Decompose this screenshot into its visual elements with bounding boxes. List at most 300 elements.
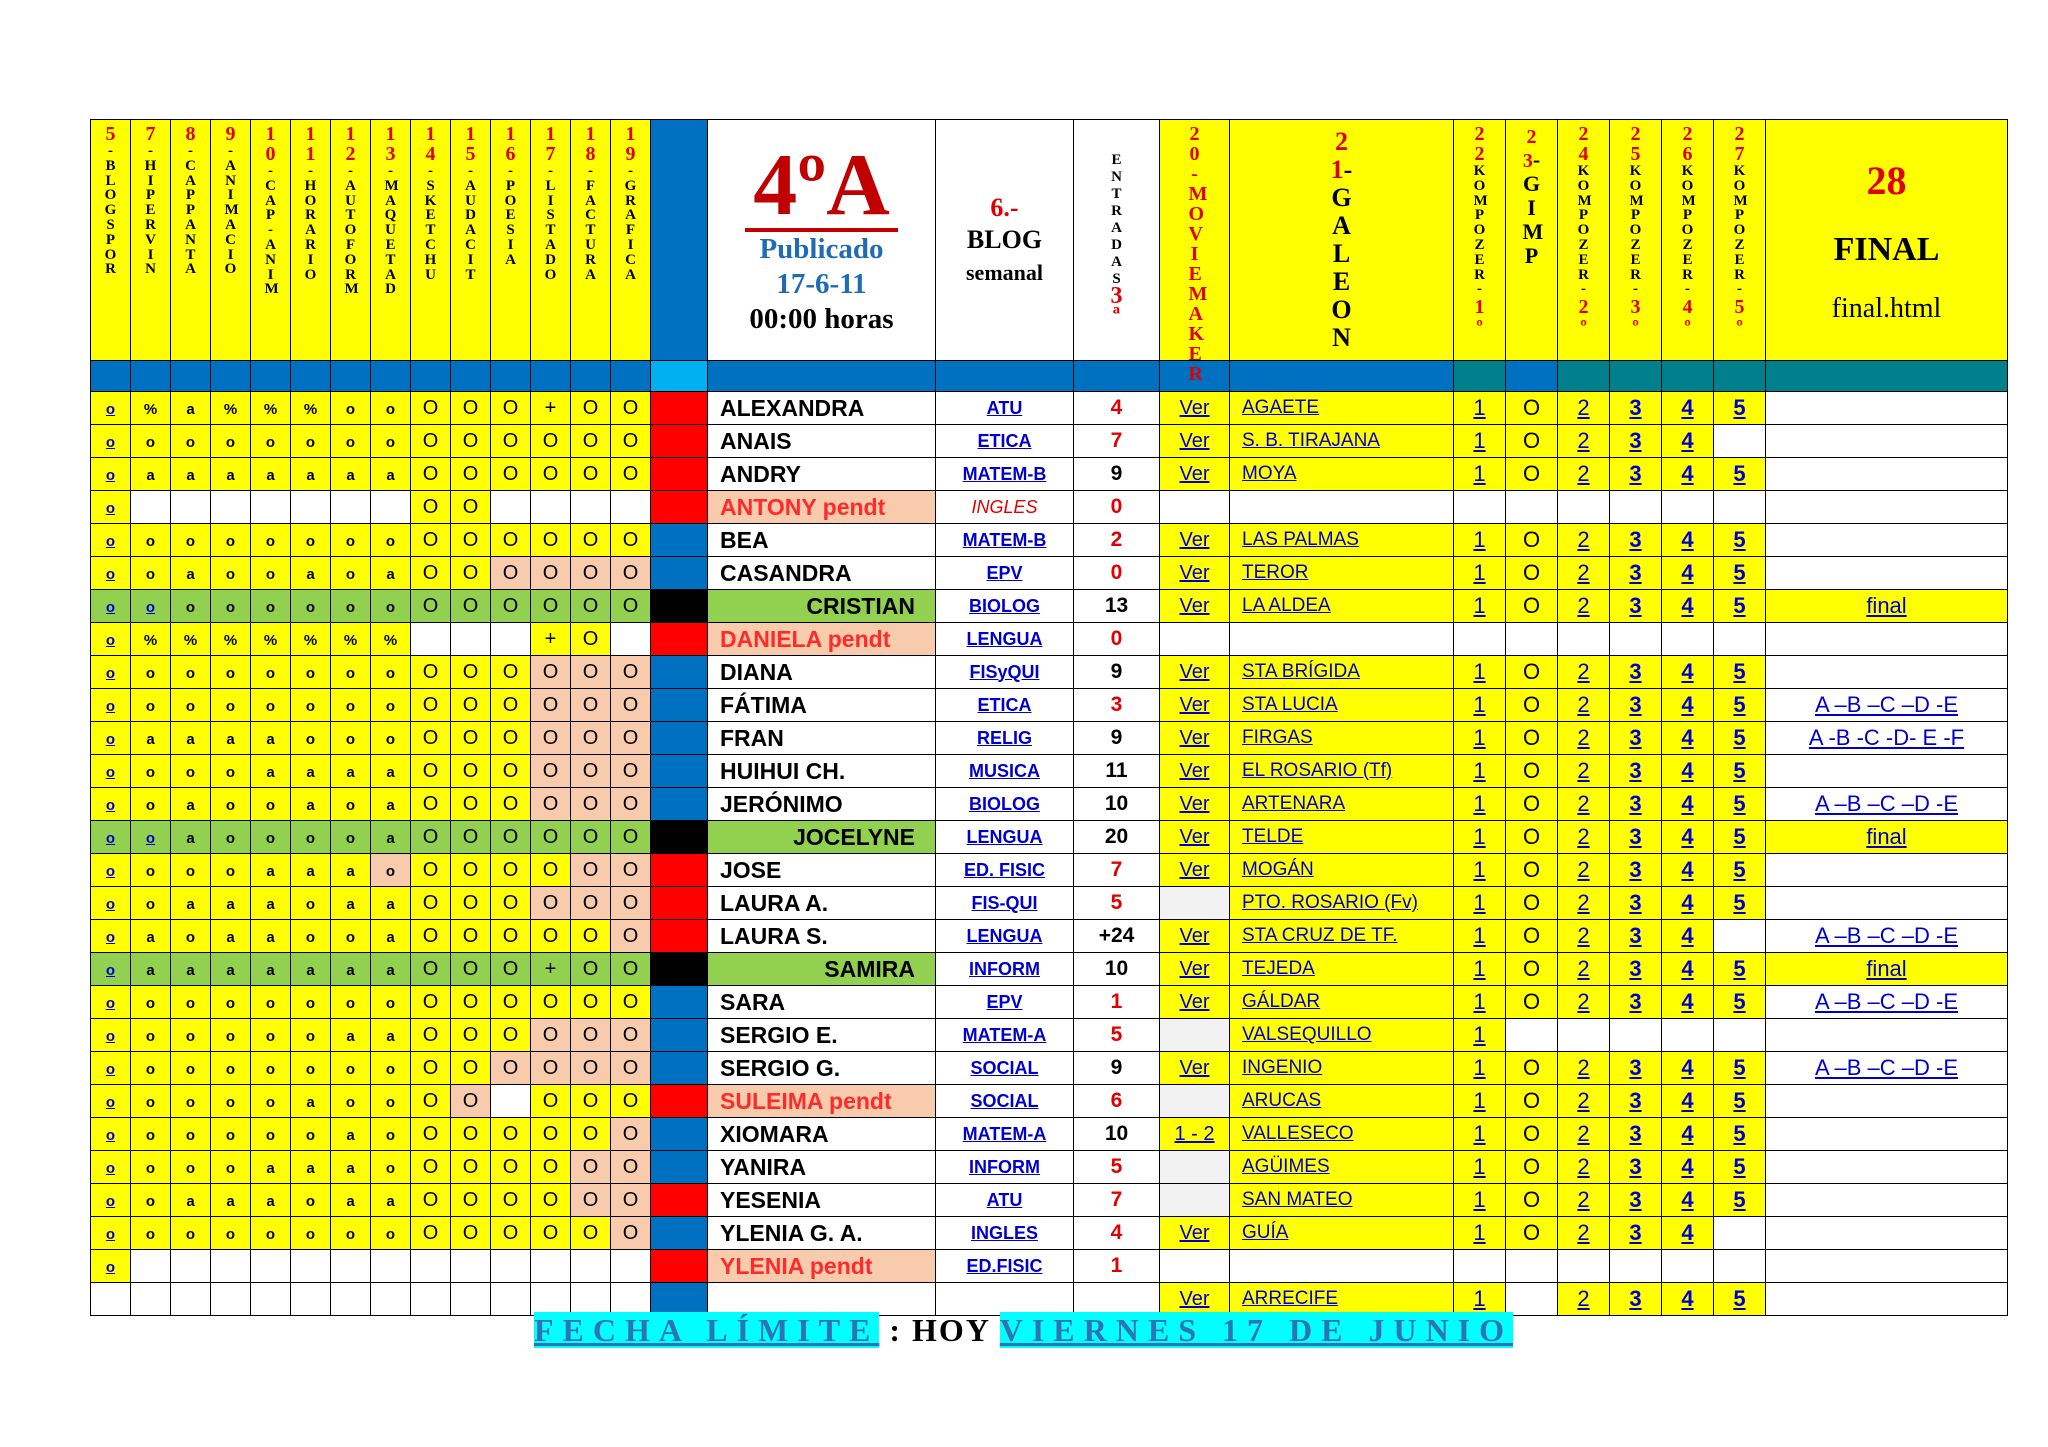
kompozer-link[interactable] — [1662, 755, 1714, 788]
kompozer-link[interactable] — [1714, 656, 1766, 689]
galeon-link-text[interactable]: TELDE — [1242, 826, 1304, 847]
kompozer-link[interactable] — [1610, 689, 1662, 722]
moviemaker-link[interactable] — [1160, 557, 1230, 590]
final-link[interactable] — [1766, 689, 2008, 722]
kompozer-link[interactable] — [1714, 887, 1766, 920]
kompozer-link-text[interactable]: 2 — [1577, 593, 1590, 618]
galeon-link-text[interactable]: LAS PALMAS — [1242, 529, 1359, 550]
kompozer-link-text[interactable]: 5 — [1733, 692, 1746, 717]
kompozer-link[interactable] — [1558, 821, 1610, 854]
kompozer-link-text[interactable]: 2 — [1577, 527, 1590, 552]
subject-link[interactable] — [936, 1151, 1074, 1184]
kompozer-link-text[interactable]: 5 — [1733, 956, 1746, 981]
kompozer-link[interactable] — [1610, 1085, 1662, 1118]
subject-text[interactable]: SOCIAL — [970, 1090, 1039, 1111]
kompozer-link-text[interactable]: 2 — [1577, 791, 1590, 816]
subject-link[interactable] — [936, 1118, 1074, 1151]
mark-value[interactable]: o — [105, 565, 116, 583]
kompozer-link-text[interactable]: 1 — [1473, 1022, 1486, 1047]
kompozer-link-text[interactable]: 5 — [1733, 791, 1746, 816]
kompozer-link[interactable] — [1714, 821, 1766, 854]
kompozer-link-text[interactable]: 2 — [1577, 395, 1590, 420]
mark-value[interactable]: o — [105, 994, 116, 1012]
kompozer-link[interactable] — [1662, 1283, 1714, 1316]
galeon-link[interactable] — [1230, 1052, 1454, 1085]
kompozer-link-text[interactable]: 3 — [1629, 1220, 1642, 1245]
kompozer-link-text[interactable]: 3 — [1629, 593, 1642, 618]
kompozer-link-text[interactable]: 3 — [1629, 659, 1642, 684]
kompozer-link[interactable] — [1610, 1052, 1662, 1085]
mark-value[interactable]: o — [105, 1126, 116, 1144]
kompozer-link-text[interactable]: 1 — [1473, 725, 1486, 750]
moviemaker-link[interactable] — [1160, 458, 1230, 491]
kompozer-link[interactable] — [1662, 821, 1714, 854]
kompozer-link[interactable] — [1610, 1151, 1662, 1184]
subject-link[interactable] — [936, 1019, 1074, 1052]
kompozer-link-text[interactable]: 3 — [1629, 857, 1642, 882]
kompozer-link-text[interactable]: 4 — [1681, 395, 1694, 420]
kompozer-link-text[interactable]: 4 — [1681, 593, 1694, 618]
subject-text[interactable]: INGLES — [970, 1222, 1038, 1243]
kompozer-link-text[interactable]: 1 — [1473, 1055, 1486, 1080]
mark-value[interactable]: o — [105, 1093, 116, 1111]
mark-value[interactable]: o — [105, 796, 116, 814]
galeon-link-text[interactable]: STA LUCIA — [1242, 694, 1338, 715]
kompozer-link-text[interactable]: 2 — [1577, 428, 1590, 453]
mark-value[interactable]: o — [105, 1192, 116, 1210]
mark-value[interactable]: o — [105, 598, 116, 616]
kompozer-link-text[interactable]: 1 — [1473, 1286, 1486, 1311]
galeon-link-text[interactable]: FIRGAS — [1242, 727, 1313, 748]
subject-text[interactable]: LENGUA — [966, 628, 1043, 649]
kompozer-link[interactable] — [1558, 458, 1610, 491]
moviemaker-link[interactable] — [1160, 656, 1230, 689]
kompozer-link[interactable] — [1610, 920, 1662, 953]
subject-link[interactable] — [936, 623, 1074, 656]
galeon-link-text[interactable]: MOYA — [1242, 463, 1297, 484]
subject-link[interactable] — [936, 887, 1074, 920]
kompozer-link[interactable] — [1558, 1118, 1610, 1151]
kompozer-link-text[interactable]: 3 — [1629, 692, 1642, 717]
moviemaker-link[interactable] — [1160, 788, 1230, 821]
kompozer-link[interactable] — [1454, 1151, 1506, 1184]
kompozer-link-text[interactable]: 2 — [1577, 1286, 1590, 1311]
galeon-link[interactable] — [1230, 590, 1454, 623]
kompozer-link[interactable] — [1558, 1184, 1610, 1217]
moviemaker-link[interactable] — [1160, 524, 1230, 557]
moviemaker-link-text[interactable]: Ver — [1179, 1221, 1210, 1244]
kompozer-link[interactable] — [1610, 656, 1662, 689]
kompozer-link-text[interactable]: 3 — [1629, 1187, 1642, 1212]
subject-text[interactable]: ETICA — [977, 430, 1032, 451]
kompozer-link-text[interactable]: 4 — [1681, 1187, 1694, 1212]
subject-link[interactable] — [936, 854, 1074, 887]
galeon-link[interactable] — [1230, 524, 1454, 557]
kompozer-link-text[interactable]: 4 — [1681, 857, 1694, 882]
final-link-text[interactable]: A –B –C –D -E — [1814, 989, 1959, 1014]
kompozer-link[interactable] — [1454, 755, 1506, 788]
final-link-text[interactable]: final — [1866, 956, 1907, 981]
galeon-link[interactable] — [1230, 392, 1454, 425]
kompozer-link[interactable] — [1662, 788, 1714, 821]
kompozer-link[interactable] — [1454, 953, 1506, 986]
galeon-link-text[interactable]: VALSEQUILLO — [1242, 1024, 1372, 1045]
kompozer-link-text[interactable]: 2 — [1577, 560, 1590, 585]
kompozer-link-text[interactable]: 1 — [1473, 923, 1486, 948]
galeon-link-text[interactable]: MOGÁN — [1242, 859, 1314, 880]
galeon-link-text[interactable]: VALLESECO — [1242, 1123, 1354, 1144]
galeon-link-text[interactable]: ARUCAS — [1242, 1090, 1322, 1111]
moviemaker-link-text[interactable]: 1 - 2 — [1174, 1122, 1215, 1145]
kompozer-link[interactable] — [1558, 1151, 1610, 1184]
galeon-link-text[interactable]: GUÍA — [1242, 1222, 1289, 1243]
galeon-link[interactable] — [1230, 557, 1454, 590]
kompozer-link-text[interactable]: 4 — [1681, 692, 1694, 717]
kompozer-link[interactable] — [1662, 392, 1714, 425]
galeon-link[interactable] — [1230, 1019, 1454, 1052]
galeon-link[interactable] — [1230, 986, 1454, 1019]
kompozer-link[interactable] — [1662, 1085, 1714, 1118]
kompozer-link[interactable] — [1454, 425, 1506, 458]
kompozer-link-text[interactable]: 2 — [1577, 989, 1590, 1014]
subject-link[interactable] — [936, 425, 1074, 458]
kompozer-link[interactable] — [1558, 920, 1610, 953]
kompozer-link-text[interactable]: 2 — [1577, 659, 1590, 684]
subject-link[interactable] — [936, 1217, 1074, 1250]
mark-value[interactable]: o — [105, 961, 116, 979]
kompozer-link-text[interactable]: 2 — [1577, 725, 1590, 750]
final-link[interactable] — [1766, 821, 2008, 854]
final-link[interactable] — [1766, 722, 2008, 755]
kompozer-link-text[interactable]: 5 — [1733, 560, 1746, 585]
kompozer-link-text[interactable]: 5 — [1733, 758, 1746, 783]
subject-text[interactable]: INFORM — [969, 958, 1040, 979]
kompozer-link[interactable] — [1558, 986, 1610, 1019]
kompozer-link[interactable] — [1610, 722, 1662, 755]
kompozer-link-text[interactable]: 3 — [1629, 1088, 1642, 1113]
moviemaker-link[interactable] — [1160, 854, 1230, 887]
subject-link[interactable] — [936, 1250, 1074, 1283]
moviemaker-link-text[interactable]: Ver — [1179, 924, 1210, 947]
kompozer-link-text[interactable]: 3 — [1629, 824, 1642, 849]
kompozer-link-text[interactable]: 5 — [1733, 725, 1746, 750]
kompozer-link-text[interactable]: 4 — [1681, 1286, 1694, 1311]
subject-text[interactable]: ATU — [986, 1189, 1023, 1210]
kompozer-link-text[interactable]: 5 — [1733, 989, 1746, 1014]
subject-link[interactable] — [936, 1184, 1074, 1217]
kompozer-link-text[interactable]: 1 — [1473, 1154, 1486, 1179]
kompozer-link[interactable] — [1454, 887, 1506, 920]
kompozer-link[interactable] — [1454, 1052, 1506, 1085]
subject-link[interactable] — [936, 458, 1074, 491]
kompozer-link-text[interactable]: 3 — [1629, 428, 1642, 453]
kompozer-link[interactable] — [1610, 590, 1662, 623]
mark-value[interactable]: o — [105, 466, 116, 484]
final-link[interactable] — [1766, 1052, 2008, 1085]
moviemaker-link[interactable] — [1160, 920, 1230, 953]
galeon-link[interactable] — [1230, 953, 1454, 986]
moviemaker-link[interactable] — [1160, 425, 1230, 458]
kompozer-link[interactable] — [1714, 788, 1766, 821]
kompozer-link[interactable] — [1454, 1118, 1506, 1151]
kompozer-link-text[interactable]: 5 — [1733, 890, 1746, 915]
kompozer-link[interactable] — [1558, 1085, 1610, 1118]
moviemaker-link[interactable] — [1160, 1217, 1230, 1250]
subject-link[interactable] — [936, 524, 1074, 557]
kompozer-link-text[interactable]: 3 — [1629, 791, 1642, 816]
kompozer-link[interactable] — [1714, 1184, 1766, 1217]
kompozer-link[interactable] — [1558, 788, 1610, 821]
kompozer-link-text[interactable]: 3 — [1629, 989, 1642, 1014]
kompozer-link[interactable] — [1714, 524, 1766, 557]
kompozer-link[interactable] — [1558, 1283, 1610, 1316]
kompozer-link-text[interactable]: 3 — [1629, 1154, 1642, 1179]
kompozer-link-text[interactable]: 4 — [1681, 956, 1694, 981]
kompozer-link-text[interactable]: 5 — [1733, 1286, 1746, 1311]
subject-text[interactable]: BIOLOG — [969, 595, 1040, 616]
kompozer-link[interactable] — [1714, 1085, 1766, 1118]
kompozer-link[interactable] — [1662, 590, 1714, 623]
final-link-text[interactable]: final — [1866, 593, 1907, 618]
galeon-link[interactable] — [1230, 920, 1454, 953]
moviemaker-link-text[interactable]: Ver — [1179, 825, 1210, 848]
kompozer-link-text[interactable]: 5 — [1733, 1055, 1746, 1080]
kompozer-link[interactable] — [1454, 986, 1506, 1019]
subject-text[interactable]: EPV — [986, 562, 1023, 583]
kompozer-link-text[interactable]: 2 — [1577, 956, 1590, 981]
kompozer-link[interactable] — [1610, 392, 1662, 425]
kompozer-link[interactable] — [1662, 986, 1714, 1019]
final-link[interactable] — [1766, 590, 2008, 623]
moviemaker-link-text[interactable]: Ver — [1179, 1287, 1210, 1310]
kompozer-link[interactable] — [1610, 887, 1662, 920]
subject-link[interactable] — [936, 656, 1074, 689]
subject-link[interactable] — [936, 821, 1074, 854]
kompozer-link-text[interactable]: 4 — [1681, 791, 1694, 816]
kompozer-link[interactable] — [1454, 524, 1506, 557]
moviemaker-link[interactable] — [1160, 590, 1230, 623]
subject-link[interactable] — [936, 1085, 1074, 1118]
final-link[interactable] — [1766, 953, 2008, 986]
kompozer-link[interactable] — [1610, 524, 1662, 557]
moviemaker-link-text[interactable]: Ver — [1179, 693, 1210, 716]
galeon-link[interactable] — [1230, 425, 1454, 458]
galeon-link-text[interactable]: ARTENARA — [1242, 793, 1346, 814]
kompozer-link[interactable] — [1558, 755, 1610, 788]
kompozer-link[interactable] — [1610, 1283, 1662, 1316]
moviemaker-link-text[interactable]: Ver — [1179, 594, 1210, 617]
mark-value[interactable]: o — [105, 433, 116, 451]
kompozer-link[interactable] — [1714, 854, 1766, 887]
kompozer-link-text[interactable]: 1 — [1473, 1088, 1486, 1113]
moviemaker-link[interactable] — [1160, 821, 1230, 854]
kompozer-link[interactable] — [1714, 1283, 1766, 1316]
galeon-link[interactable] — [1230, 821, 1454, 854]
kompozer-link-text[interactable]: 3 — [1629, 527, 1642, 552]
mark-value[interactable]: o — [105, 499, 116, 517]
kompozer-link[interactable] — [1662, 1184, 1714, 1217]
kompozer-link[interactable] — [1558, 392, 1610, 425]
kompozer-link[interactable] — [1714, 590, 1766, 623]
mark-value[interactable]: o — [105, 829, 116, 847]
subject-text[interactable]: RELIG — [976, 727, 1032, 748]
kompozer-link-text[interactable]: 3 — [1629, 1286, 1642, 1311]
galeon-link-text[interactable]: S. B. TIRAJANA — [1242, 430, 1380, 451]
moviemaker-link[interactable] — [1160, 1283, 1230, 1316]
kompozer-link-text[interactable]: 5 — [1733, 857, 1746, 882]
kompozer-link[interactable] — [1454, 854, 1506, 887]
kompozer-link[interactable] — [1714, 458, 1766, 491]
kompozer-link[interactable] — [1610, 557, 1662, 590]
subject-link[interactable] — [936, 986, 1074, 1019]
kompozer-link[interactable] — [1454, 1019, 1506, 1052]
kompozer-link[interactable] — [1454, 656, 1506, 689]
galeon-link[interactable] — [1230, 656, 1454, 689]
kompozer-link-text[interactable]: 4 — [1681, 1154, 1694, 1179]
galeon-link-text[interactable]: EL ROSARIO (Tf) — [1242, 760, 1393, 781]
kompozer-link-text[interactable]: 4 — [1681, 659, 1694, 684]
kompozer-link[interactable] — [1662, 524, 1714, 557]
kompozer-link[interactable] — [1454, 590, 1506, 623]
kompozer-link-text[interactable]: 1 — [1473, 824, 1486, 849]
kompozer-link[interactable] — [1610, 821, 1662, 854]
mark-value[interactable]: o — [105, 532, 116, 550]
kompozer-link-text[interactable]: 3 — [1629, 1121, 1642, 1146]
mark-value[interactable]: o — [105, 763, 116, 781]
kompozer-link-text[interactable]: 5 — [1733, 461, 1746, 486]
kompozer-link[interactable] — [1454, 788, 1506, 821]
kompozer-link[interactable] — [1662, 953, 1714, 986]
kompozer-link[interactable] — [1454, 392, 1506, 425]
kompozer-link-text[interactable]: 5 — [1733, 527, 1746, 552]
kompozer-link-text[interactable]: 3 — [1629, 395, 1642, 420]
kompozer-link-text[interactable]: 5 — [1733, 593, 1746, 618]
kompozer-link[interactable] — [1558, 689, 1610, 722]
mark-value[interactable]: o — [105, 928, 116, 946]
galeon-link[interactable] — [1230, 689, 1454, 722]
kompozer-link[interactable] — [1454, 458, 1506, 491]
moviemaker-link[interactable] — [1160, 1118, 1230, 1151]
final-link[interactable] — [1766, 986, 2008, 1019]
kompozer-link[interactable] — [1610, 1217, 1662, 1250]
moviemaker-link-text[interactable]: Ver — [1179, 528, 1210, 551]
kompozer-link[interactable] — [1662, 1118, 1714, 1151]
subject-link[interactable] — [936, 953, 1074, 986]
kompozer-link-text[interactable]: 1 — [1473, 659, 1486, 684]
galeon-link-text[interactable]: AGAETE — [1242, 397, 1320, 418]
kompozer-link[interactable] — [1714, 722, 1766, 755]
moviemaker-link-text[interactable]: Ver — [1179, 759, 1210, 782]
kompozer-link-text[interactable]: 4 — [1681, 560, 1694, 585]
mark-value[interactable]: o — [105, 1159, 116, 1177]
kompozer-link-text[interactable]: 1 — [1473, 989, 1486, 1014]
kompozer-link-text[interactable]: 3 — [1629, 758, 1642, 783]
subject-text[interactable]: MUSICA — [969, 760, 1040, 781]
kompozer-link[interactable] — [1662, 557, 1714, 590]
kompozer-link-text[interactable]: 2 — [1577, 890, 1590, 915]
galeon-link[interactable] — [1230, 1217, 1454, 1250]
kompozer-link-text[interactable]: 2 — [1577, 758, 1590, 783]
subject-text[interactable]: ATU — [986, 397, 1023, 418]
galeon-link[interactable] — [1230, 1283, 1454, 1316]
kompozer-link-text[interactable]: 3 — [1629, 1055, 1642, 1080]
subject-link[interactable] — [936, 1052, 1074, 1085]
kompozer-link[interactable] — [1558, 425, 1610, 458]
final-link-text[interactable]: A –B –C –D -E — [1814, 791, 1959, 816]
kompozer-link[interactable] — [1714, 392, 1766, 425]
galeon-link-text[interactable]: AGÜIMES — [1242, 1156, 1330, 1177]
kompozer-link-text[interactable]: 3 — [1629, 725, 1642, 750]
kompozer-link[interactable] — [1714, 1118, 1766, 1151]
subject-text[interactable]: SOCIAL — [970, 1057, 1039, 1078]
mark-value[interactable]: o — [105, 1060, 116, 1078]
moviemaker-link-text[interactable]: Ver — [1179, 1056, 1210, 1079]
kompozer-link-text[interactable]: 2 — [1577, 1220, 1590, 1245]
kompozer-link-text[interactable]: 4 — [1681, 527, 1694, 552]
kompozer-link-text[interactable]: 4 — [1681, 725, 1694, 750]
kompozer-link[interactable] — [1662, 425, 1714, 458]
kompozer-link-text[interactable]: 4 — [1681, 1220, 1694, 1245]
kompozer-link[interactable] — [1610, 425, 1662, 458]
mark-value[interactable]: o — [105, 400, 116, 418]
subject-link[interactable] — [936, 689, 1074, 722]
kompozer-link-text[interactable]: 4 — [1681, 1088, 1694, 1113]
kompozer-link[interactable] — [1558, 953, 1610, 986]
kompozer-link-text[interactable]: 1 — [1473, 428, 1486, 453]
mark-value[interactable]: o — [105, 862, 116, 880]
kompozer-link-text[interactable]: 5 — [1733, 395, 1746, 420]
kompozer-link-text[interactable]: 1 — [1473, 593, 1486, 618]
mark-value[interactable]: o — [105, 1027, 116, 1045]
kompozer-link-text[interactable]: 3 — [1629, 956, 1642, 981]
kompozer-link[interactable] — [1610, 788, 1662, 821]
kompozer-link[interactable] — [1662, 1151, 1714, 1184]
kompozer-link[interactable] — [1454, 1283, 1506, 1316]
kompozer-link-text[interactable]: 3 — [1629, 461, 1642, 486]
final-link-text[interactable]: final — [1866, 824, 1907, 849]
mark-value[interactable]: o — [105, 697, 116, 715]
kompozer-link[interactable] — [1610, 953, 1662, 986]
kompozer-link[interactable] — [1714, 1151, 1766, 1184]
galeon-link[interactable] — [1230, 887, 1454, 920]
final-link-text[interactable]: A –B –C –D -E — [1814, 1055, 1959, 1080]
kompozer-link-text[interactable]: 1 — [1473, 527, 1486, 552]
subject-link[interactable] — [936, 788, 1074, 821]
kompozer-link[interactable] — [1610, 755, 1662, 788]
kompozer-link[interactable] — [1558, 887, 1610, 920]
kompozer-link[interactable] — [1662, 458, 1714, 491]
subject-text[interactable]: FIS-QUI — [971, 892, 1038, 913]
moviemaker-link[interactable] — [1160, 755, 1230, 788]
kompozer-link-text[interactable]: 1 — [1473, 461, 1486, 486]
subject-text[interactable]: ED.FISIC — [966, 1255, 1043, 1276]
kompozer-link-text[interactable]: 4 — [1681, 758, 1694, 783]
kompozer-link-text[interactable]: 2 — [1577, 692, 1590, 717]
galeon-link[interactable] — [1230, 1151, 1454, 1184]
kompozer-link[interactable] — [1662, 1052, 1714, 1085]
moviemaker-link-text[interactable]: Ver — [1179, 957, 1210, 980]
galeon-link-text[interactable]: ARRECIFE — [1242, 1288, 1339, 1309]
galeon-link[interactable] — [1230, 1085, 1454, 1118]
kompozer-link[interactable] — [1454, 821, 1506, 854]
kompozer-link-text[interactable]: 1 — [1473, 956, 1486, 981]
kompozer-link[interactable] — [1454, 557, 1506, 590]
kompozer-link[interactable] — [1558, 590, 1610, 623]
galeon-link[interactable] — [1230, 788, 1454, 821]
moviemaker-link-text[interactable]: Ver — [1179, 462, 1210, 485]
kompozer-link[interactable] — [1714, 755, 1766, 788]
subject-text[interactable]: MATEM-A — [962, 1024, 1047, 1045]
